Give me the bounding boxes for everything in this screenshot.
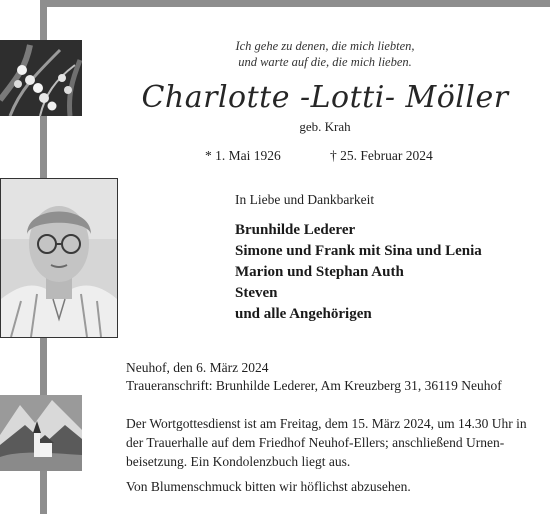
place-date: Neuhof, den 6. März 2024	[126, 360, 269, 375]
mourner-name: und alle Angehörigen	[235, 306, 372, 322]
quote-line-1: Ich gehe zu denen, die mich liebten,	[235, 39, 415, 53]
lily-of-the-valley-photo	[0, 40, 82, 116]
death-date: † 25. Februar 2024	[330, 148, 433, 163]
service-details: Der Wortgottesdienst ist am Freitag, dem 15. März 2024, um 14.30 Uhr in der Trauerhalle auf dem Friedhof Neuhof-Ellers; anschließend Urnen-beisetzung. Ein Kondolenzbuch liegt aus.	[126, 416, 527, 469]
mourner-name: Marion und Stephan Auth	[235, 264, 404, 280]
flowers-note: Von Blumenschmuck bitten wir höflichst abzusehen.	[126, 479, 411, 494]
mountain-chapel-photo	[0, 395, 82, 471]
quote-line-2: und warte auf die, die mich lieben.	[238, 55, 412, 69]
mourner-name: Brunhilde Lederer	[235, 222, 356, 238]
frame-top-bar	[40, 0, 550, 7]
intro-line: In Liebe und Dankbarkeit	[235, 192, 375, 207]
portrait-photo	[0, 178, 118, 338]
mourner-name: Simone und Frank mit Sina und Lenia	[235, 243, 482, 259]
mourners-list	[235, 220, 482, 325]
deceased-name: Charlotte -Lotti- Möller	[141, 80, 509, 115]
mourning-address: Traueranschrift: Brunhilde Lederer, Am Kreuzberg 31, 36119 Neuhof	[126, 378, 502, 393]
mourner-name: Steven	[235, 285, 278, 301]
birth-date: * 1. Mai 1926	[205, 148, 281, 163]
birth-name: geb. Krah	[299, 119, 351, 134]
